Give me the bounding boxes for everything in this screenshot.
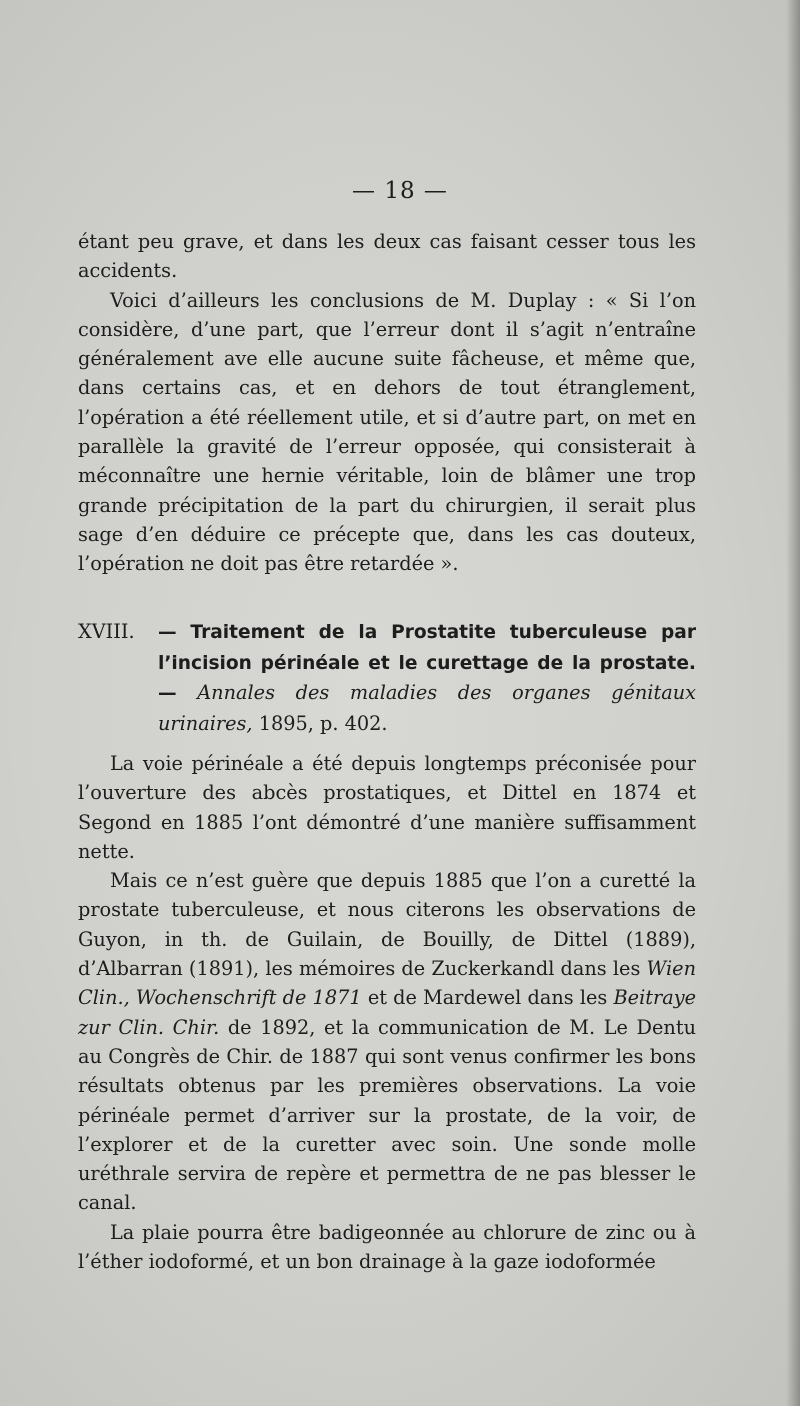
history-text-e: de 1892, et la communication de M. Le Dentu au Congrès de Chir. de 1887 qui sont venus confirmer les bons résultats obtenus par les premières observations. La voie périnéale permet d’arriver sur la prostate, de la voir, de l’explorer et de la curetter avec soin. Une sonde molle uréthrale servira de repère et permettra de ne pas blesser le canal. — [78, 1015, 697, 1215]
paragraph-wound-care: La plaie pourra être badigeonnée au chlorure de zinc ou à l’éther iodoformé, et un bon drainage à la gaze iodoformée — [78, 1220, 696, 1274]
paragraph-duplay-conclusions: Voici d’ailleurs les conclusions de M. Duplay : « Si l’on considère, d’une part, que l’erreur dont il s’agit n’entraîne généralement ave elle aucune suite fâcheuse, et même que, dans certains cas, et en dehors de tout étranglement, l’opération a été réellement utile, et si d’autre part, on met en parallèle la gravité de l’erreur opposée, qui consisterait à méconnaître une hernie véritable, loin de blâmer une trop grande précipitation de la part du chirurgien, il serait plus sage d’en déduire ce précepte que, dans les cas douteux, l’opération ne doit pas être retardée ». — [78, 288, 696, 576]
history-text-c: et de Mardewel dans les — [367, 986, 608, 1010]
paragraph-continuation: étant peu grave, et dans les deux cas faisant cesser tous les accidents. — [78, 230, 696, 283]
bibliography-entry — [78, 617, 696, 738]
text-block-bottom — [78, 749, 696, 1276]
entry-journal: Annales des maladies des organes génitaux urinaires, — [158, 681, 696, 735]
journal-beitraye: Beitraye zur Clin. Chir. — [78, 986, 696, 1039]
history-text-a: Mais ce n’est guère que depuis 1885 que l’on a curetté la prostate tuberculeuse, et nous citerons les observations de Guyon, in th. de Guilain, de Bouilly, de Dittel (1889), d’Albarran (1891), les mémoires de Zuckerkandl dans les — [78, 869, 696, 981]
paragraph-curettage-history — [78, 866, 696, 1218]
entry-number: XVIII. — [78, 620, 135, 643]
entry-body — [158, 617, 696, 738]
paragraph-perineal-route: La voie périnéale a été depuis longtemps préconisée pour l’ouverture des abcès prostatiques, et Dittel en 1874 et Segond en 1885 l’ont démontré d’une manière suffisamment nette. — [78, 752, 696, 863]
entry-title: — Traitement de la Prostatite tuberculeuse par l’incision périnéale et le curettage de la prostate. — — [158, 622, 696, 704]
entry-reference: 1895, p. 402. — [258, 711, 388, 735]
page-number: — 18 — — [352, 178, 448, 204]
page-edge-shadow — [786, 0, 800, 1406]
text-block-top — [78, 227, 696, 579]
journal-wien-clin: Wien Clin., Wochenschrift de 1871 — [78, 957, 696, 1010]
